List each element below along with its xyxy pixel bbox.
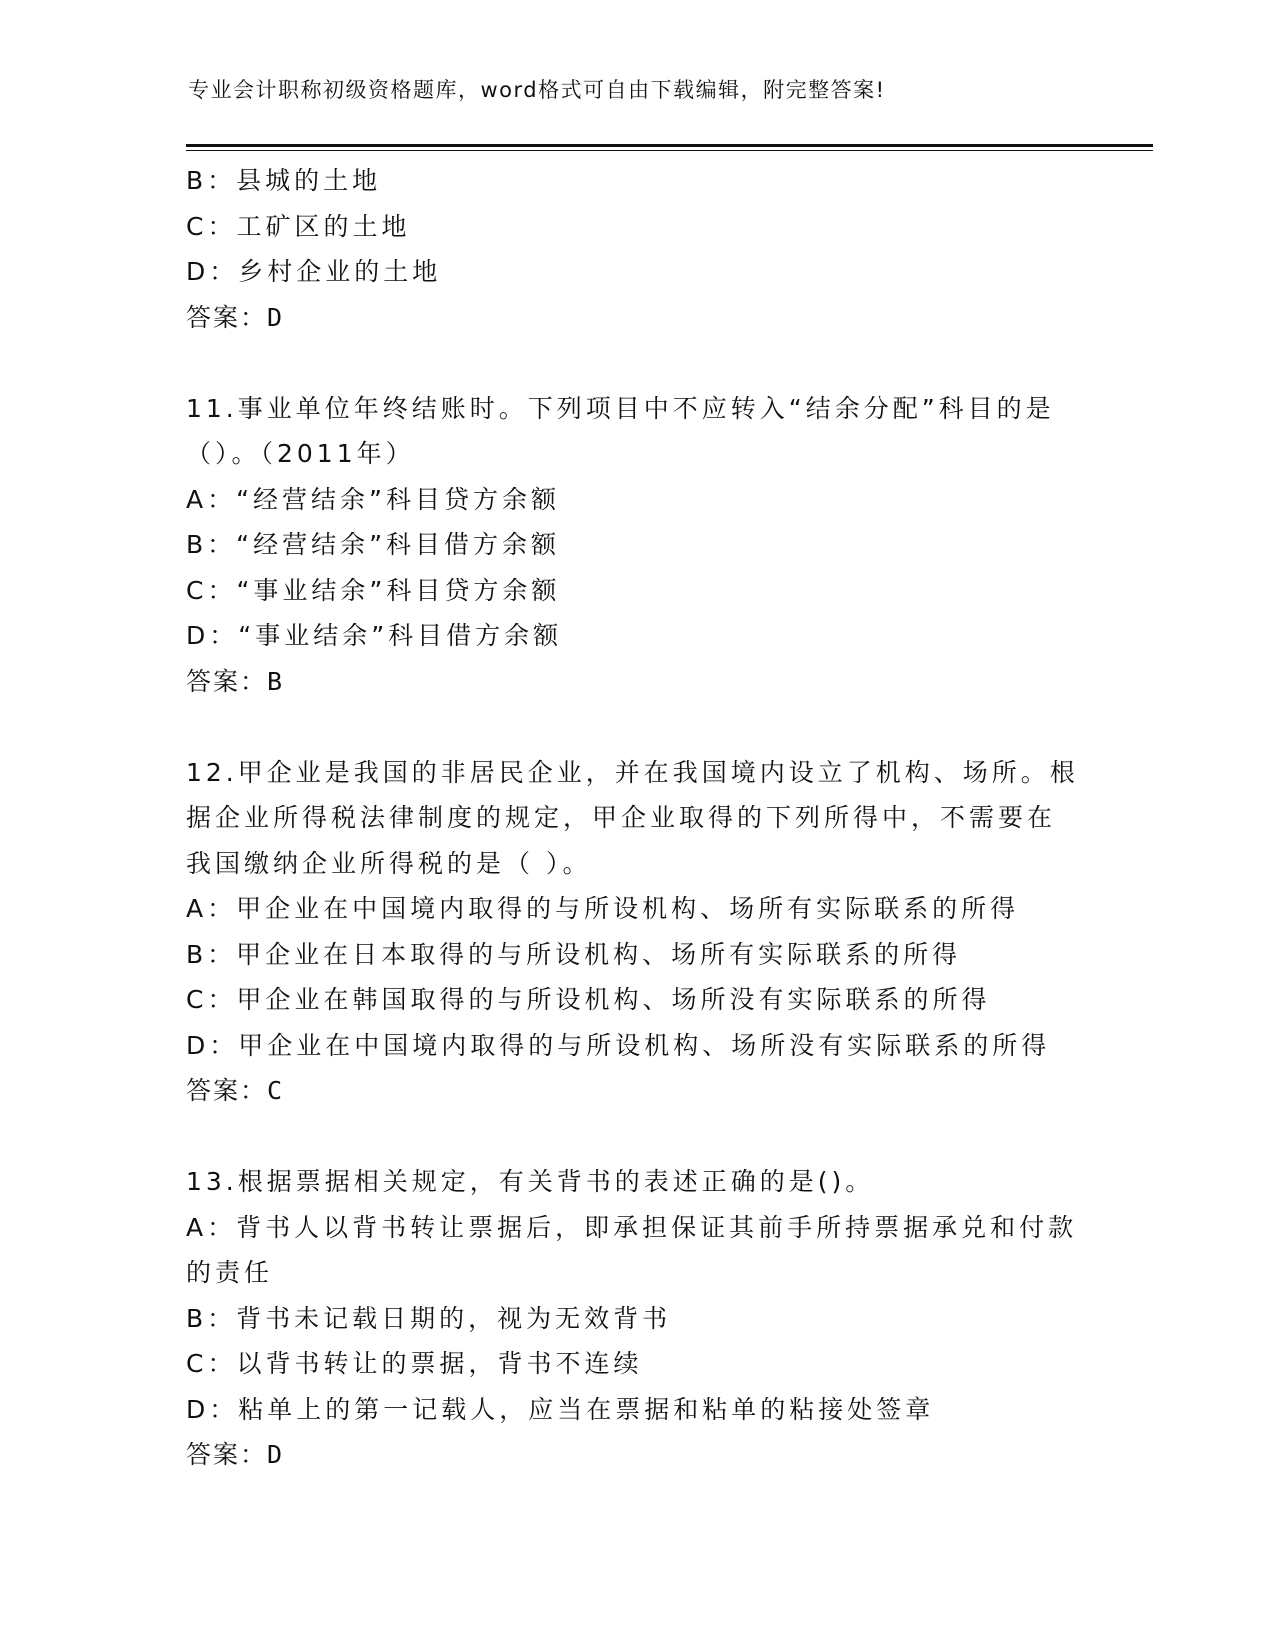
question-13 xyxy=(186,1159,1086,1478)
answer-line xyxy=(186,1068,1086,1114)
option-c: C：以背书转让的票据，背书不连续 xyxy=(186,1349,643,1378)
answer-label: 答案： xyxy=(186,1076,268,1105)
option-a: A：甲企业在中国境内取得的与所设机构、场所有实际联系的所得 xyxy=(186,894,1020,923)
spacer xyxy=(186,1114,1086,1160)
answer-label: 答案： xyxy=(186,302,268,332)
option-d: D：粘单上的第一记载人，应当在票据和粘单的粘接处签章 xyxy=(186,1394,935,1424)
option-b: B：甲企业在日本取得的与所设机构、场所有实际联系的所得 xyxy=(186,939,962,969)
option-d: D：乡村企业的土地 xyxy=(186,257,442,286)
page-header: 专业会计职称初级资格题库，word格式可自由下载编辑，附完整答案! xyxy=(188,78,886,102)
question-list xyxy=(186,158,1086,1478)
option-c: C：甲企业在韩国取得的与所设机构、场所没有实际联系的所得 xyxy=(186,985,991,1014)
question-12 xyxy=(186,750,1086,1114)
answer-line xyxy=(186,295,1086,341)
header-rule-thin xyxy=(186,150,1153,151)
option-c: C：工矿区的土地 xyxy=(186,211,411,241)
option-d: D：“事业结余”科目借方余额 xyxy=(186,621,563,650)
question-stem: 13.根据票据相关规定，有关背书的表述正确的是()。 xyxy=(186,1167,875,1196)
answer-value: D xyxy=(267,302,283,332)
question-11 xyxy=(186,386,1086,705)
question-10 xyxy=(186,158,1086,340)
question-stem: 12.甲企业是我国的非居民企业，并在我国境内设立了机构、场所。根 xyxy=(186,757,1079,787)
answer-line xyxy=(186,659,1086,705)
option-a: A：“经营结余”科目贷方余额 xyxy=(186,484,561,514)
question-stem-continued: （）。（2011年） xyxy=(186,439,415,468)
question-stem: 11.事业单位年终结账时。下列项目中不应转入“结余分配”科目的是 xyxy=(186,393,1055,423)
option-b: B：“经营结余”科目借方余额 xyxy=(186,530,561,559)
answer-value: B xyxy=(267,666,283,696)
question-stem-continued: 我国缴纳企业所得税的是（ ）。 xyxy=(186,848,592,878)
option-d: D：甲企业在中国境内取得的与所设机构、场所没有实际联系的所得 xyxy=(186,1030,1051,1060)
option-a-continued: 的责任 xyxy=(186,1258,274,1287)
answer-line xyxy=(186,1432,1086,1478)
spacer xyxy=(186,340,1086,386)
answer-label: 答案： xyxy=(186,1440,268,1469)
answer-value: C xyxy=(267,1076,283,1105)
spacer xyxy=(186,704,1086,750)
answer-value: D xyxy=(267,1440,283,1469)
option-a: A：背书人以背书转让票据后，即承担保证其前手所持票据承兑和付款 xyxy=(186,1212,1078,1242)
question-stem-continued: 据企业所得税法律制度的规定，甲企业取得的下列所得中，不需要在 xyxy=(186,803,1057,832)
answer-label: 答案： xyxy=(186,666,268,696)
option-b: B：县城的土地 xyxy=(186,166,382,195)
option-b: B：背书未记载日期的，视为无效背书 xyxy=(186,1303,672,1333)
header-rule-thick xyxy=(186,144,1153,147)
option-c: C：“事业结余”科目贷方余额 xyxy=(186,575,561,605)
